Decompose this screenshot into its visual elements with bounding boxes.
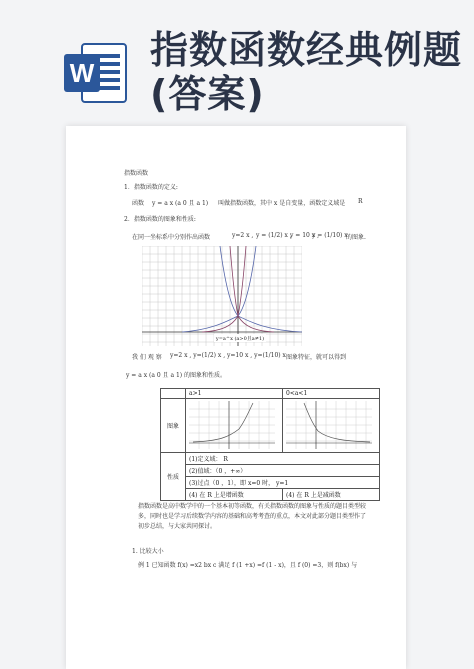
observe-text-b: 图象特征，就可以得到 [286, 354, 347, 361]
increasing-graph [189, 401, 275, 449]
prop-2: (2)值域：（0 ，+∞） [186, 465, 380, 477]
observe-text-c: y = a x (a 0 且 a 1) 的图象和性质。 [126, 372, 227, 379]
decreasing-graph [286, 401, 372, 449]
s1-text-b: 叫做指数函数，其中 x 是自变量，函数定义域是 [218, 200, 346, 207]
page-title [150, 28, 462, 116]
section-3-title: 1. 比较大小 [132, 548, 164, 555]
intro-paragraph: 指数函数是高中数学中的一个基本初等函数，有关指数函数的图象与性质的题目类型较多，同时也是学习后续数学内容的基础和高考考查的重点，本文对此部分题目类型作了初步总结，与大家共同探讨。 [138, 503, 367, 530]
banner [0, 0, 474, 118]
s2-func-2: y = (1/2) x , [256, 232, 292, 239]
section-1-title: 1．指数函数的定义: [124, 184, 178, 191]
observe-funcs: y=2 x , y=(1/2) x , y=10 x , y=(1/10) x [170, 352, 286, 359]
s2-func-3: y = 10 x , [290, 232, 319, 239]
s2-tail: 的图象. [346, 234, 366, 241]
s2-func-1: y=2 x , [232, 232, 254, 239]
s1-domain-R: R [358, 198, 363, 205]
prop-1: (1)定义域： R [186, 453, 380, 465]
prop-4-decreasing: (4) 在 R 上是减函数 [283, 489, 380, 501]
row-label-props: 性质 [161, 453, 186, 501]
s1-text-a: 函数 [132, 200, 145, 207]
graph-caption: y=a^x (a>0且a≠1) [215, 336, 265, 342]
doc-heading: 指数函数 [124, 170, 149, 177]
observe-text-a: 我 们 观 察 [132, 354, 162, 361]
properties-table [160, 388, 380, 501]
row-label-graph: 图象 [161, 399, 186, 453]
section-2-title: 2．指数函数的图象和性质: [124, 216, 196, 223]
prop-3: (3)过点（0 ，1），即 x=0 时， y=1 [186, 477, 380, 489]
s2-func-4: y = (1/10) x [312, 232, 348, 239]
title-line-2: (答案) [150, 72, 265, 116]
col-header-a-gt-1: a>1 [186, 389, 283, 399]
svg-text:W: W [69, 58, 95, 88]
prop-4-increasing: (4) 在 R 上是增函数 [186, 489, 283, 501]
word-document-icon [62, 40, 128, 106]
example-1: 例 1 已知函数 f(x) =x2 bx c 满足 f (1 +x) =f (1 - x)，且 f (0) =3，则 f(bx) 与 [138, 562, 358, 569]
s1-formula: y = a x (a 0 且 a 1) [152, 200, 209, 207]
title-line-1: 指数函数经典例题 [150, 28, 463, 72]
exponential-graph [142, 246, 302, 346]
col-header-a-lt-1: 0<a<1 [283, 389, 380, 399]
s2-text: 在同一坐标系中分别作出函数 [132, 234, 211, 241]
